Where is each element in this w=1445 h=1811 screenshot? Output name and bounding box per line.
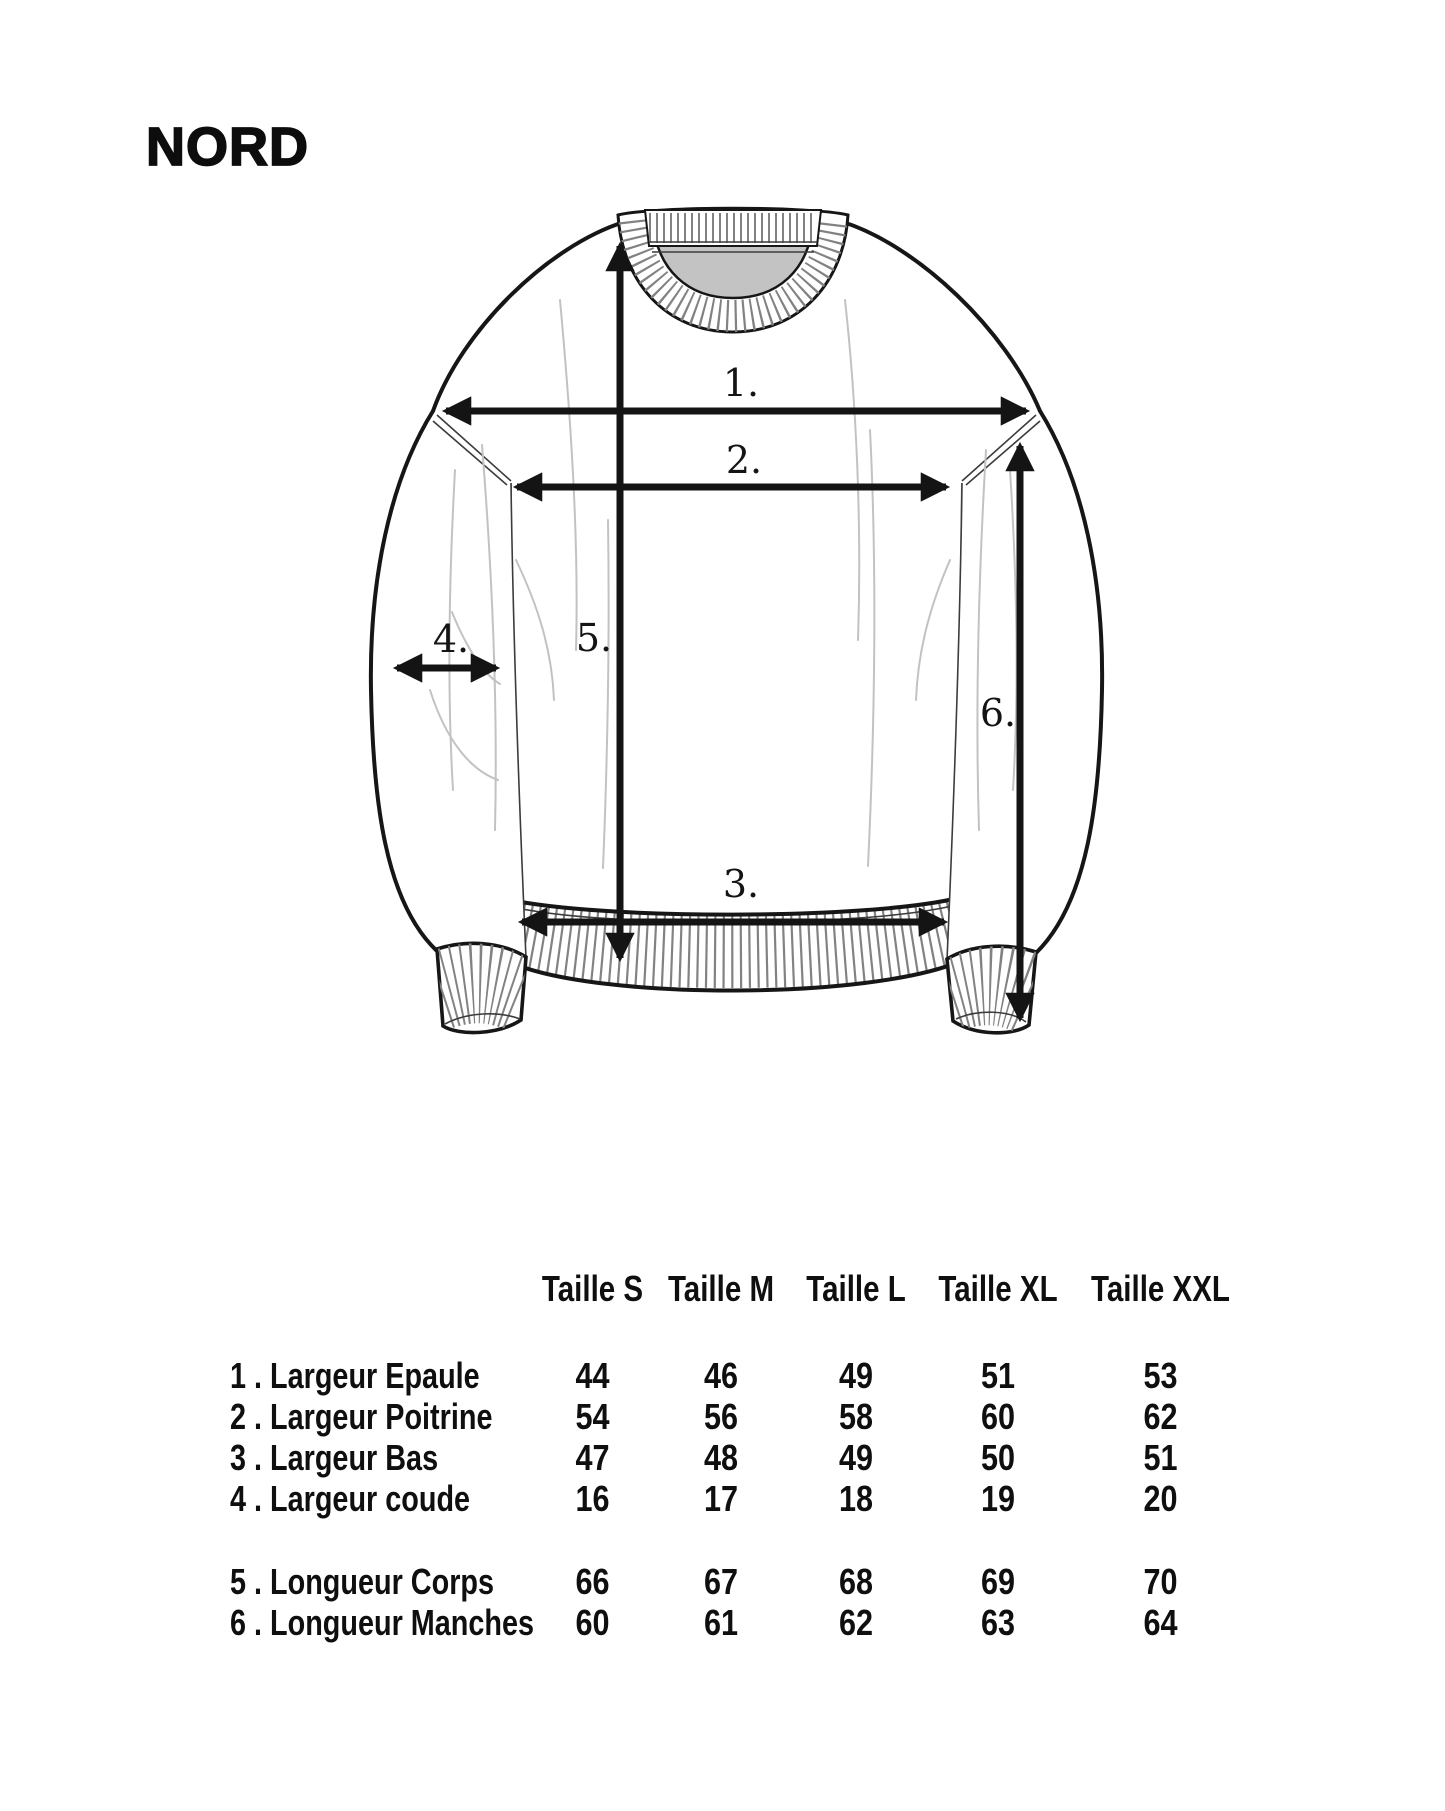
cell: 58 — [838, 1396, 874, 1437]
cell: 18 — [838, 1478, 874, 1519]
row-label: 6 . Longueur Manches — [230, 1602, 535, 1643]
cell: 44 — [575, 1355, 610, 1396]
cell: 67 — [703, 1561, 739, 1602]
row-label: 4 . Largeur coude — [230, 1478, 471, 1519]
header-taille-s: Taille S — [541, 1268, 644, 1309]
cell: 61 — [703, 1602, 739, 1643]
cell: 68 — [838, 1561, 874, 1602]
measure-label-2: 2. — [725, 438, 763, 482]
cell: 62 — [1143, 1396, 1178, 1437]
size-table — [230, 1268, 1250, 1643]
measure-label-5: 5. — [575, 616, 613, 660]
cell: 60 — [980, 1396, 1016, 1437]
row-label: 1 . Largeur Epaule — [230, 1355, 480, 1396]
row-label: 2 . Largeur Poitrine — [230, 1396, 493, 1437]
cell: 19 — [980, 1478, 1016, 1519]
row-label: 5 . Longueur Corps — [230, 1561, 495, 1602]
cell: 50 — [980, 1437, 1016, 1478]
header-taille-m: Taille M — [667, 1268, 775, 1309]
cell: 56 — [703, 1396, 739, 1437]
cell: 49 — [838, 1437, 874, 1478]
cell: 64 — [1143, 1602, 1178, 1643]
cell: 70 — [1143, 1561, 1178, 1602]
measure-label-3: 3. — [722, 862, 760, 906]
table-row-largeur-bas — [230, 1437, 1250, 1478]
table-row-longueur-manches — [230, 1602, 1250, 1643]
cell: 47 — [575, 1437, 610, 1478]
cell: 51 — [1143, 1437, 1178, 1478]
header-taille-xl: Taille XL — [938, 1268, 1058, 1309]
header-taille-xxl: Taille XXL — [1091, 1268, 1230, 1309]
table-row-largeur-coude — [230, 1478, 1250, 1519]
cell: 51 — [980, 1355, 1016, 1396]
measure-label-1: 1. — [722, 361, 760, 405]
cell: 63 — [980, 1602, 1016, 1643]
cell: 60 — [575, 1602, 610, 1643]
sweatshirt-drawing — [371, 208, 1102, 1033]
measure-label-6: 6. — [979, 691, 1017, 735]
cell: 20 — [1143, 1478, 1178, 1519]
cell: 53 — [1143, 1355, 1178, 1396]
measure-label-4: 4. — [432, 617, 470, 661]
header-taille-l: Taille L — [806, 1268, 906, 1309]
cell: 16 — [575, 1478, 610, 1519]
cell: 66 — [575, 1561, 610, 1602]
table-row-largeur-epaule — [230, 1355, 1250, 1396]
cell: 17 — [703, 1478, 739, 1519]
cell: 62 — [838, 1602, 874, 1643]
row-label: 3 . Largeur Bas — [230, 1437, 439, 1478]
cell: 54 — [575, 1396, 610, 1437]
size-table-header — [230, 1268, 1250, 1309]
cell: 49 — [838, 1355, 874, 1396]
cell: 48 — [703, 1437, 739, 1478]
cell: 46 — [703, 1355, 739, 1396]
size-table-body — [230, 1355, 1250, 1643]
cell: 69 — [980, 1561, 1016, 1602]
table-row-longueur-corps — [230, 1561, 1250, 1602]
table-row-largeur-poitrine — [230, 1396, 1250, 1437]
brand-title: NORD — [146, 117, 309, 177]
